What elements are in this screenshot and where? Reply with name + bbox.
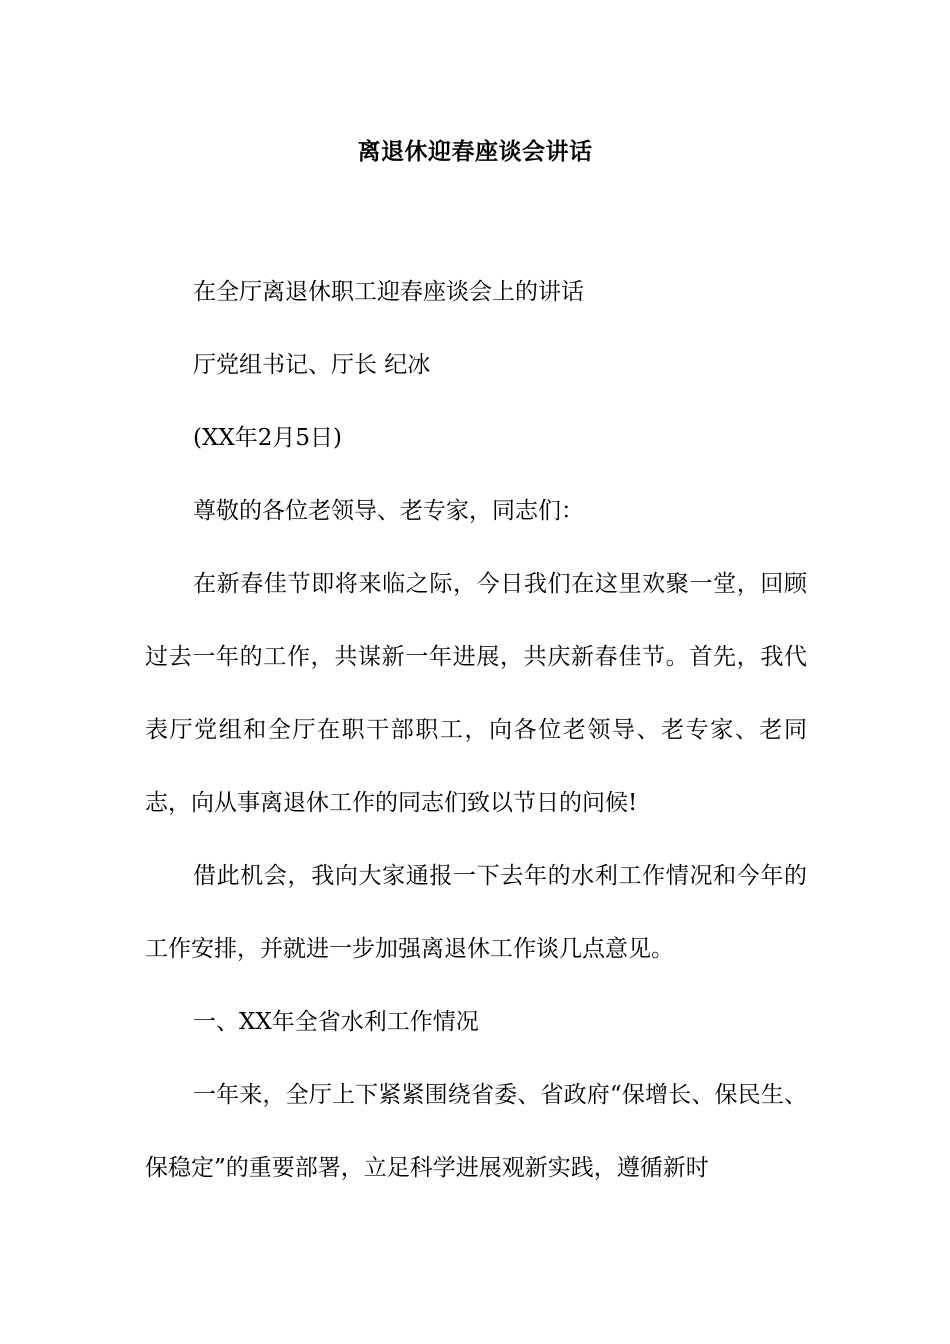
body-paragraph: 借此机会，我向大家通报一下去年的水利工作情况和今年的工作安排，并就进一步加强离退休工作谈几点意见。 bbox=[145, 863, 807, 962]
date-line: (XX年2月5日) bbox=[193, 425, 342, 451]
body-paragraph: 在新春佳节即将来临之际，今日我们在这里欢聚一堂，回顾过去一年的工作，共谋新一年进展，共庆新春佳节。首先，我代表厅党组和全厅在职干部职工，向各位老领导、老专家、老同志，向从事离退休工作的同志们致以节日的问候! bbox=[145, 571, 807, 816]
section-heading: 一、XX年全省水利工作情况 bbox=[193, 1009, 479, 1035]
document-title: 离退休迎春座谈会讲话 bbox=[357, 139, 593, 165]
salutation: 尊敬的各位老领导、老专家，同志们： bbox=[193, 498, 584, 524]
speaker-line: 厅党组书记、厅长 纪冰 bbox=[193, 352, 431, 378]
document-body bbox=[145, 256, 807, 1205]
body-paragraph: 一年来，全厅上下紧紧围绕省委、省政府“保增长、保民生、保稳定”的重要部署，立足科学进展观新实践，遵循新时 bbox=[145, 1082, 807, 1181]
speech-heading: 在全厅离退休职工迎春座谈会上的讲话 bbox=[193, 279, 584, 305]
